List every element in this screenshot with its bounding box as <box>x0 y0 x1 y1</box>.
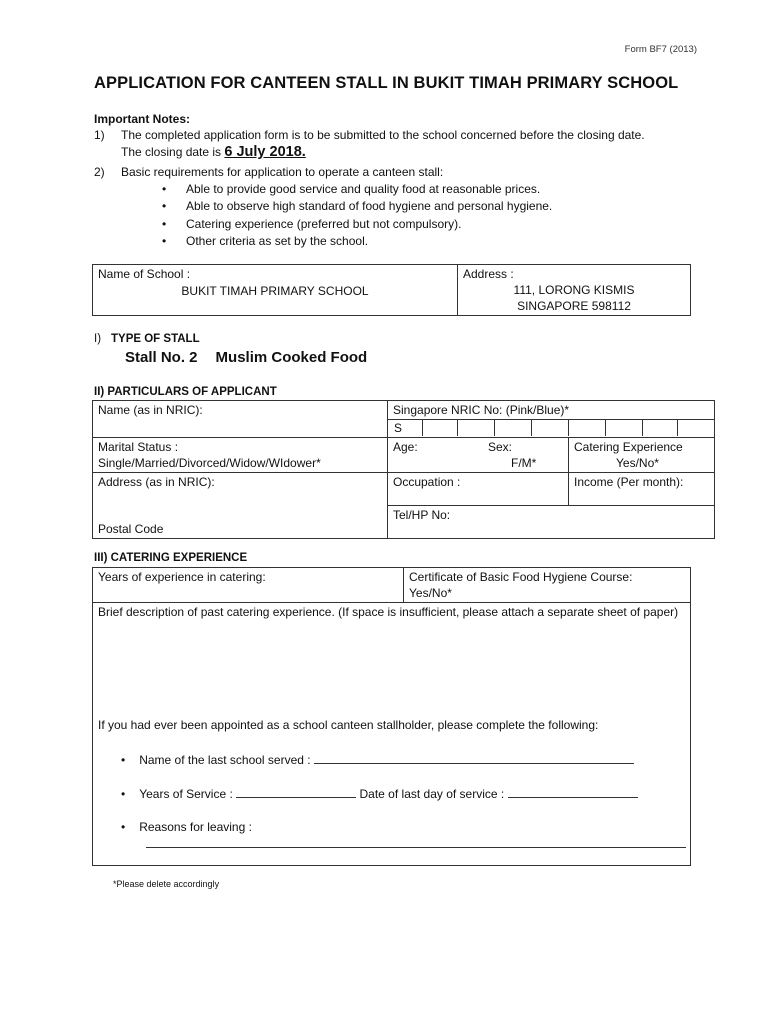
address-nric-label: Address (as in NRIC): <box>98 475 215 489</box>
marital-label: Marital Status : <box>98 440 179 454</box>
marital-options: Single/Married/Divorced/Widow/WIdower* <box>98 456 321 470</box>
age-cell[interactable] <box>388 438 479 473</box>
section-3-heading: III) CATERING EXPERIENCE <box>94 552 248 564</box>
school-address-cell <box>458 265 691 316</box>
bullet: • <box>121 753 126 767</box>
nric-digit-box[interactable] <box>643 420 678 436</box>
stall-info <box>125 349 385 366</box>
school-name-value: BUKIT TIMAH PRIMARY SCHOOL <box>181 284 369 298</box>
footnote: *Please delete accordingly <box>113 879 220 889</box>
school-name-label: Name of School : <box>98 267 191 281</box>
address-label: Address : <box>463 267 514 281</box>
hygiene-cert-label: Certificate of Basic Food Hygiene Course: <box>409 570 633 584</box>
particulars-table <box>92 400 715 539</box>
note-number: 2) <box>94 165 105 179</box>
stall-type: Muslim Cooked Food <box>215 349 368 366</box>
tel-label: Tel/HP No: <box>393 508 451 522</box>
note-text: Basic requirements for application to operate a canteen stall: <box>121 165 444 179</box>
nric-digit-box[interactable] <box>569 420 606 436</box>
note-item-2 <box>94 164 694 181</box>
school-info-table <box>92 264 691 316</box>
years-service-line[interactable] <box>236 785 356 798</box>
income-cell[interactable] <box>569 473 715 506</box>
catering-options: Yes/No* <box>616 456 659 470</box>
last-school-row[interactable] <box>121 751 634 768</box>
reasons-label: Reasons for leaving : <box>139 820 252 834</box>
nric-digit-box[interactable] <box>532 420 569 436</box>
nric-digit-box[interactable] <box>606 420 643 436</box>
list-item: • Catering experience (preferred but not compulsory). <box>162 216 552 233</box>
occupation-cell[interactable] <box>388 473 569 506</box>
nric-digit-box[interactable] <box>458 420 495 436</box>
years-experience-cell[interactable] <box>93 568 404 603</box>
sex-options: F/M* <box>511 456 537 470</box>
nric-prefix: S <box>388 420 423 436</box>
years-service-label: Years of Service : <box>139 787 233 801</box>
closing-date: 6 July 2018. <box>224 144 306 160</box>
section-1-heading: TYPE OF STALL <box>111 333 200 345</box>
bullet: • <box>121 820 126 834</box>
catering-cell[interactable] <box>569 438 715 473</box>
last-day-label: Date of last day of service : <box>359 787 505 801</box>
sex-cell[interactable] <box>478 438 569 473</box>
sex-label: Sex: <box>488 440 513 454</box>
nric-digit-box[interactable] <box>495 420 532 436</box>
school-name-cell <box>93 265 458 316</box>
years-experience-label: Years of experience in catering: <box>98 570 266 584</box>
notes-heading: Important Notes: <box>94 112 190 126</box>
past-experience-cell[interactable] <box>93 603 691 866</box>
service-row[interactable] <box>121 785 638 802</box>
tel-cell[interactable] <box>388 506 715 539</box>
list-item: • Able to provide good service and quality food at reasonable prices. <box>162 181 552 198</box>
income-label: Income (Per month): <box>574 475 684 489</box>
occupation-label: Occupation : <box>393 475 461 489</box>
list-item: • Other criteria as set by the school. <box>162 233 552 250</box>
last-school-line[interactable] <box>314 751 634 764</box>
nric-check-box[interactable] <box>678 420 715 436</box>
catering-experience-table <box>92 567 691 866</box>
catering-label: Catering Experience <box>574 440 683 454</box>
stall-number: Stall No. 2 <box>125 349 198 366</box>
address-line-1: 111, LORONG KISMIS <box>513 283 635 297</box>
hygiene-cert-cell[interactable] <box>404 568 691 603</box>
note-text: The completed application form is to be submitted to the school concerned before the closing date. The closing date is <box>121 128 645 159</box>
note-number: 1) <box>94 128 105 142</box>
nric-digit-box[interactable] <box>423 420 458 436</box>
postal-code-label: Postal Code <box>98 522 164 536</box>
last-day-line[interactable] <box>508 785 638 798</box>
address-cell[interactable] <box>93 473 388 539</box>
prior-stallholder-intro: If you had ever been appointed as a school canteen stallholder, please complete the following: <box>98 718 599 732</box>
requirements-list <box>162 181 552 250</box>
note-item-1 <box>94 127 694 161</box>
nric-boxes[interactable] <box>388 420 714 436</box>
page-title: APPLICATION FOR CANTEEN STALL IN BUKIT TIMAH PRIMARY SCHOOL <box>94 74 679 92</box>
section-1-number: I) <box>94 333 102 345</box>
nric-label: Singapore NRIC No: (Pink/Blue)* <box>393 403 570 417</box>
section-2-heading: II) PARTICULARS OF APPLICANT <box>94 386 277 398</box>
reasons-line[interactable] <box>146 835 686 848</box>
list-item: • Able to observe high standard of food hygiene and personal hygiene. <box>162 198 552 215</box>
bullet: • <box>121 787 126 801</box>
age-label: Age: <box>393 440 418 454</box>
marital-cell[interactable] <box>93 438 388 473</box>
brief-description-label: Brief description of past catering experience. (If space is insufficient, please attach a separate sheet of paper) <box>98 605 679 619</box>
nric-boxes-cell[interactable] <box>388 420 715 438</box>
name-cell[interactable] <box>93 401 388 438</box>
form-number: Form BF7 (2013) <box>624 44 697 55</box>
last-school-label: Name of the last school served : <box>139 753 311 767</box>
address-line-2: SINGAPORE 598112 <box>517 299 631 313</box>
hygiene-cert-options: Yes/No* <box>409 586 452 600</box>
nric-label-cell <box>388 401 715 420</box>
name-label: Name (as in NRIC): <box>98 403 203 417</box>
reasons-row[interactable] <box>121 819 252 835</box>
